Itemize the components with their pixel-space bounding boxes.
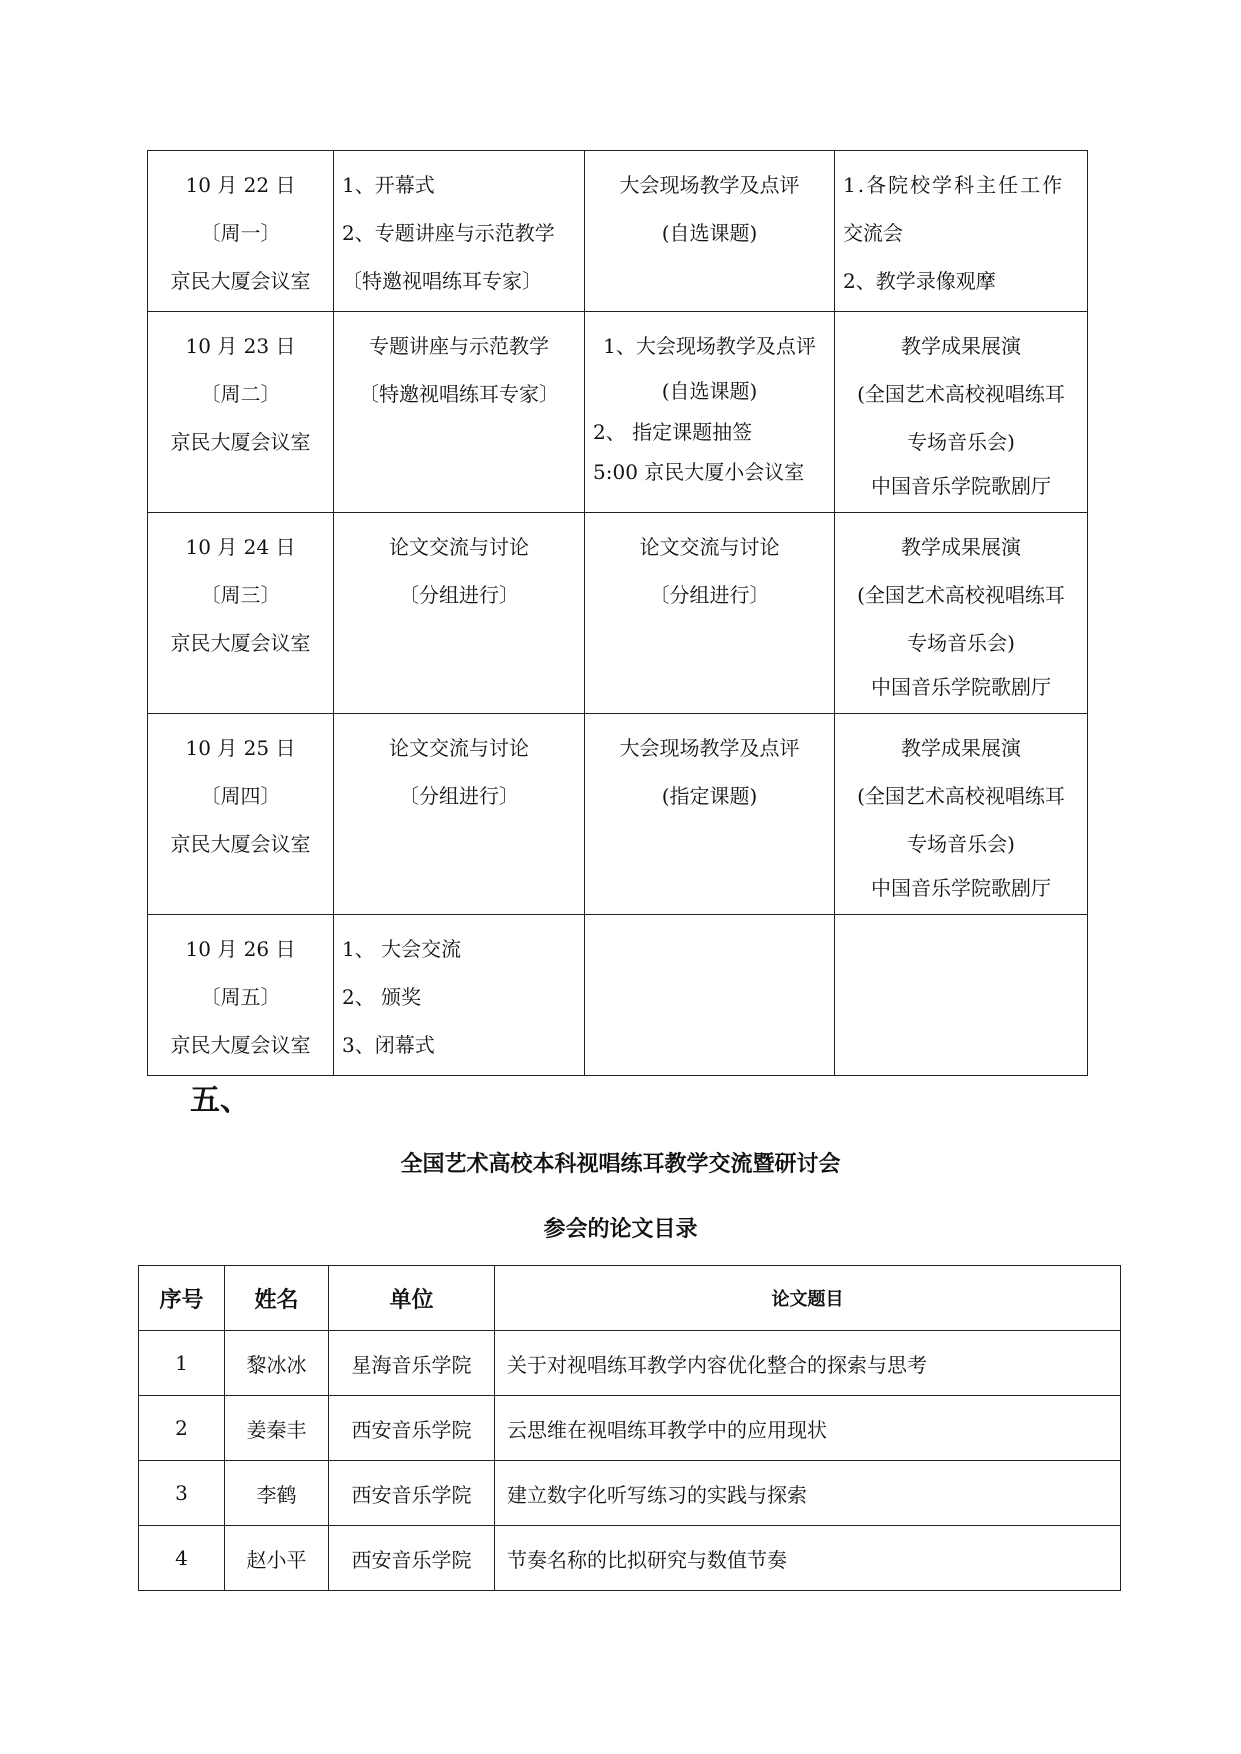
schedule-text: 论文交流与讨论 — [639, 535, 780, 559]
paper-title: 节奏名称的比拟研究与数值节奏 — [495, 1526, 1121, 1591]
schedule-text: 大会现场教学及点评 — [619, 173, 800, 197]
schedule-text: (自选课题) — [661, 221, 758, 245]
schedule-evening-cell — [835, 915, 1088, 1076]
schedule-text: 〔特邀视唱练耳专家〕 — [359, 382, 559, 406]
schedule-text: (自选课题) — [661, 379, 758, 403]
schedule-afternoon-cell — [585, 151, 835, 312]
schedule-venue: 京民大厦会议室 — [170, 832, 311, 856]
schedule-text: 教学成果展演 — [901, 334, 1021, 358]
schedule-text: 3、闭幕式 — [342, 1033, 435, 1057]
schedule-text: 中国音乐学院歌剧厅 — [871, 474, 1051, 498]
schedule-weekday: 〔周二〕 — [200, 382, 281, 406]
header-no: 序号 — [139, 1266, 225, 1331]
paper-author: 黎冰冰 — [225, 1331, 329, 1396]
schedule-afternoon-cell — [585, 312, 835, 513]
schedule-text: (全国艺术高校视唱练耳 — [857, 583, 1065, 607]
schedule-venue: 京民大厦会议室 — [170, 269, 311, 293]
schedule-text: (全国艺术高校视唱练耳 — [857, 784, 1065, 808]
schedule-weekday: 〔周一〕 — [200, 221, 281, 245]
schedule-text: 〔分组进行〕 — [399, 784, 519, 808]
table-row — [139, 1461, 1121, 1526]
paper-unit: 西安音乐学院 — [329, 1396, 495, 1461]
schedule-text: 专题讲座与示范教学 — [369, 334, 549, 358]
schedule-date: 10 月 25 日 — [185, 736, 296, 760]
schedule-text: 〔分组进行〕 — [399, 583, 519, 607]
schedule-text: 教学成果展演 — [901, 736, 1021, 760]
schedule-text: (指定课题) — [661, 784, 758, 808]
schedule-date: 10 月 24 日 — [185, 535, 296, 559]
paper-author: 李鹤 — [225, 1461, 329, 1526]
papers-header-row — [139, 1266, 1121, 1331]
schedule-morning-cell — [334, 915, 585, 1076]
paper-unit: 星海音乐学院 — [329, 1331, 495, 1396]
header-unit: 单位 — [329, 1266, 495, 1331]
schedule-text: 中国音乐学院歌剧厅 — [871, 675, 1051, 699]
schedule-text: 〔分组进行〕 — [649, 583, 770, 607]
schedule-venue: 京民大厦会议室 — [170, 430, 311, 454]
schedule-text: 2、专题讲座与示范教学 — [342, 221, 555, 245]
paper-title: 关于对视唱练耳教学内容优化整合的探索与思考 — [495, 1331, 1121, 1396]
paper-unit: 西安音乐学院 — [329, 1461, 495, 1526]
schedule-evening-cell — [835, 714, 1088, 915]
schedule-text: 教学成果展演 — [901, 535, 1021, 559]
schedule-date-cell — [148, 714, 334, 915]
schedule-text: 〔特邀视唱练耳专家〕 — [342, 269, 542, 293]
schedule-date: 10 月 22 日 — [185, 173, 296, 197]
paper-no: 4 — [139, 1526, 225, 1591]
paper-author: 赵小平 — [225, 1526, 329, 1591]
paper-no: 3 — [139, 1461, 225, 1526]
schedule-text: 2、 指定课题抽签 — [593, 420, 753, 444]
schedule-afternoon-cell — [585, 915, 835, 1076]
schedule-evening-cell — [835, 513, 1088, 714]
header-title: 论文题目 — [495, 1266, 1121, 1331]
schedule-text: 交流会 — [843, 221, 903, 245]
schedule-venue: 京民大厦会议室 — [170, 1033, 311, 1057]
schedule-evening-cell — [835, 312, 1088, 513]
schedule-date: 10 月 26 日 — [185, 937, 296, 961]
schedule-text: 5:00 京民大厦小会议室 — [593, 460, 805, 484]
schedule-text: 1.各院校学科主任工作 — [843, 173, 1065, 197]
schedule-text: 2、 颁奖 — [342, 985, 422, 1009]
paper-no: 1 — [139, 1331, 225, 1396]
schedule-row — [148, 714, 1088, 915]
schedule-table — [147, 150, 1088, 1076]
schedule-morning-cell — [334, 513, 585, 714]
schedule-text: 专场音乐会) — [907, 832, 1015, 856]
document-subtitle: 参会的论文目录 — [543, 1216, 698, 1242]
schedule-venue: 京民大厦会议室 — [170, 631, 311, 655]
schedule-date-cell — [148, 915, 334, 1076]
schedule-text: 1、 大会交流 — [342, 937, 462, 961]
schedule-date-cell — [148, 312, 334, 513]
schedule-text: 大会现场教学及点评 — [619, 736, 800, 760]
schedule-text: 中国音乐学院歌剧厅 — [871, 876, 1051, 900]
paper-title: 云思维在视唱练耳教学中的应用现状 — [495, 1396, 1121, 1461]
schedule-text: 1、大会现场教学及点评 — [603, 334, 816, 358]
schedule-morning-cell — [334, 714, 585, 915]
papers-table — [138, 1265, 1121, 1591]
schedule-date-cell — [148, 513, 334, 714]
schedule-weekday: 〔周五〕 — [200, 985, 281, 1009]
schedule-text: 2、教学录像观摩 — [843, 269, 996, 293]
schedule-text: 专场音乐会) — [907, 631, 1015, 655]
table-row — [139, 1331, 1121, 1396]
schedule-evening-cell — [835, 151, 1088, 312]
schedule-row — [148, 915, 1088, 1076]
paper-no: 2 — [139, 1396, 225, 1461]
schedule-text: 专场音乐会) — [907, 430, 1015, 454]
document-title: 全国艺术高校本科视唱练耳教学交流暨研讨会 — [400, 1151, 841, 1177]
schedule-date: 10 月 23 日 — [185, 334, 296, 358]
paper-title: 建立数字化听写练习的实践与探索 — [495, 1461, 1121, 1526]
schedule-afternoon-cell — [585, 513, 835, 714]
table-row — [139, 1526, 1121, 1591]
schedule-text: (全国艺术高校视唱练耳 — [857, 382, 1065, 406]
schedule-row — [148, 513, 1088, 714]
header-name: 姓名 — [225, 1266, 329, 1331]
paper-author: 姜秦丰 — [225, 1396, 329, 1461]
schedule-text: 论文交流与讨论 — [389, 736, 529, 760]
section-number: 五、 — [190, 1083, 250, 1118]
schedule-weekday: 〔周三〕 — [200, 583, 281, 607]
schedule-text: 论文交流与讨论 — [389, 535, 529, 559]
schedule-morning-cell — [334, 151, 585, 312]
schedule-text: 1、开幕式 — [342, 173, 435, 197]
paper-unit: 西安音乐学院 — [329, 1526, 495, 1591]
schedule-weekday: 〔周四〕 — [200, 784, 281, 808]
schedule-afternoon-cell — [585, 714, 835, 915]
schedule-row — [148, 312, 1088, 513]
schedule-date-cell — [148, 151, 334, 312]
table-row — [139, 1396, 1121, 1461]
schedule-row — [148, 151, 1088, 312]
schedule-morning-cell — [334, 312, 585, 513]
